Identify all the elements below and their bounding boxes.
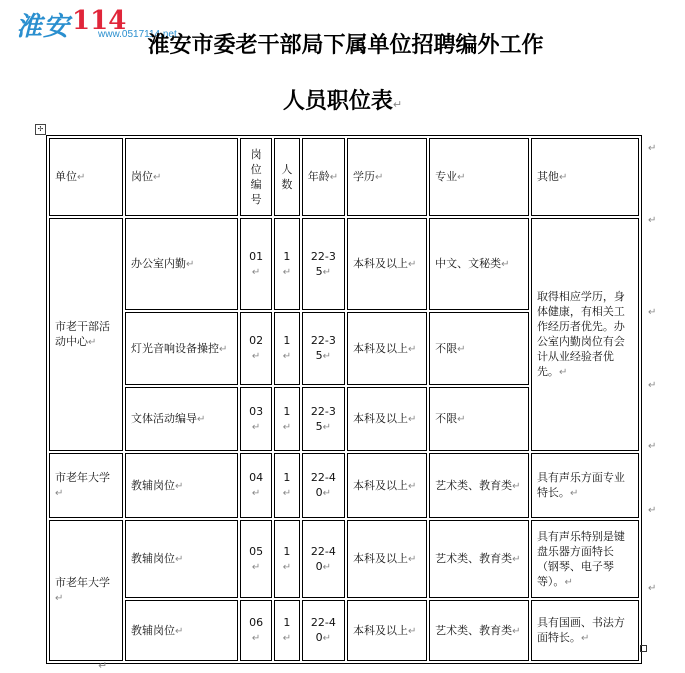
education-cell: 本科及以上↵ bbox=[347, 520, 427, 598]
row-end-mark: ↵ bbox=[648, 505, 657, 516]
unit-cell: 市老年大学↵ bbox=[49, 453, 123, 518]
header-education: 学历↵ bbox=[347, 138, 427, 216]
document-title-line2 bbox=[0, 84, 685, 115]
age-cell: 22-40↵ bbox=[302, 520, 345, 598]
education-cell: 本科及以上↵ bbox=[347, 218, 427, 310]
major-cell: 艺术类、教育类↵ bbox=[429, 520, 529, 598]
logo-name-number: 114 bbox=[72, 6, 127, 36]
count-cell: 1↵ bbox=[274, 453, 300, 518]
major-cell: 不限↵ bbox=[429, 312, 529, 385]
position-cell: 文体活动编导↵ bbox=[125, 387, 238, 451]
paragraph-mark: ↵ bbox=[98, 659, 108, 672]
code-cell: 06↵ bbox=[240, 600, 272, 661]
count-cell: 1↵ bbox=[274, 218, 300, 310]
code-cell: 01↵ bbox=[240, 218, 272, 310]
major-cell: 艺术类、教育类↵ bbox=[429, 453, 529, 518]
age-cell: 22-35↵ bbox=[302, 218, 345, 310]
age-cell: 22-35↵ bbox=[302, 387, 345, 451]
education-cell: 本科及以上↵ bbox=[347, 312, 427, 385]
table-row bbox=[49, 520, 639, 598]
table-row bbox=[49, 453, 639, 518]
position-cell: 教辅岗位↵ bbox=[125, 520, 238, 598]
table-move-handle-icon[interactable]: ✢ bbox=[35, 124, 46, 135]
count-cell: 1↵ bbox=[274, 387, 300, 451]
age-cell: 22-35↵ bbox=[302, 312, 345, 385]
title-line1-text: 淮安市委老干部局下属单位招聘编外工作 bbox=[147, 32, 544, 58]
age-cell: 22-40↵ bbox=[302, 600, 345, 661]
row-end-mark: ↵ bbox=[648, 307, 657, 318]
table-row bbox=[49, 218, 639, 310]
row-end-mark: ↵ bbox=[648, 143, 657, 154]
header-unit: 单位↵ bbox=[49, 138, 123, 216]
age-cell: 22-40↵ bbox=[302, 453, 345, 518]
education-cell: 本科及以上↵ bbox=[347, 387, 427, 451]
header-age: 年龄↵ bbox=[302, 138, 345, 216]
other-cell: 取得相应学历，身体健康，有相关工作经历者优先。办公室内勤岗位有会计从业经验者优先。↵ bbox=[531, 218, 639, 451]
position-cell: 教辅岗位↵ bbox=[125, 453, 238, 518]
table-row bbox=[49, 600, 639, 661]
count-cell: 1↵ bbox=[274, 312, 300, 385]
code-cell: 04↵ bbox=[240, 453, 272, 518]
logo-domain: www.0517114.net bbox=[98, 29, 177, 40]
unit-cell: 市老年大学↵ bbox=[49, 520, 123, 661]
position-cell: 教辅岗位↵ bbox=[125, 600, 238, 661]
logo-name-cn: 淮安 bbox=[16, 12, 71, 42]
paragraph-mark: ↵ bbox=[392, 98, 403, 111]
other-cell: 具有国画、书法方面特长。↵ bbox=[531, 600, 639, 661]
title-line2-text: 人员职位表 bbox=[282, 88, 393, 114]
row-end-mark: ↵ bbox=[648, 215, 657, 226]
header-major: 专业↵ bbox=[429, 138, 529, 216]
code-cell: 02↵ bbox=[240, 312, 272, 385]
education-cell: 本科及以上↵ bbox=[347, 453, 427, 518]
row-end-mark: ↵ bbox=[648, 441, 657, 452]
other-cell: 具有声乐方面专业特长。↵ bbox=[531, 453, 639, 518]
row-end-mark: ↵ bbox=[648, 583, 657, 594]
header-other: 其他↵ bbox=[531, 138, 639, 216]
unit-cell: 市老干部活动中心↵ bbox=[49, 218, 123, 451]
header-count: 人数 bbox=[274, 138, 300, 216]
count-cell: 1↵ bbox=[274, 520, 300, 598]
major-cell: 中文、文秘类↵ bbox=[429, 218, 529, 310]
major-cell: 不限↵ bbox=[429, 387, 529, 451]
count-cell: 1↵ bbox=[274, 600, 300, 661]
positions-table bbox=[46, 135, 642, 664]
education-cell: 本科及以上↵ bbox=[347, 600, 427, 661]
major-cell: 艺术类、教育类↵ bbox=[429, 600, 529, 661]
header-position-code: 岗位编号 bbox=[240, 138, 272, 216]
position-cell: 灯光音响设备操控↵ bbox=[125, 312, 238, 385]
document-title-line1 bbox=[0, 28, 685, 59]
code-cell: 03↵ bbox=[240, 387, 272, 451]
row-end-mark: ↵ bbox=[648, 380, 657, 391]
code-cell: 05↵ bbox=[240, 520, 272, 598]
position-cell: 办公室内勤↵ bbox=[125, 218, 238, 310]
header-position: 岗位↵ bbox=[125, 138, 238, 216]
other-cell: 具有声乐特别是键盘乐器方面特长（钢琴、电子琴等）。↵ bbox=[531, 520, 639, 598]
table-resize-handle[interactable] bbox=[640, 645, 647, 652]
table-header-row bbox=[49, 138, 639, 216]
